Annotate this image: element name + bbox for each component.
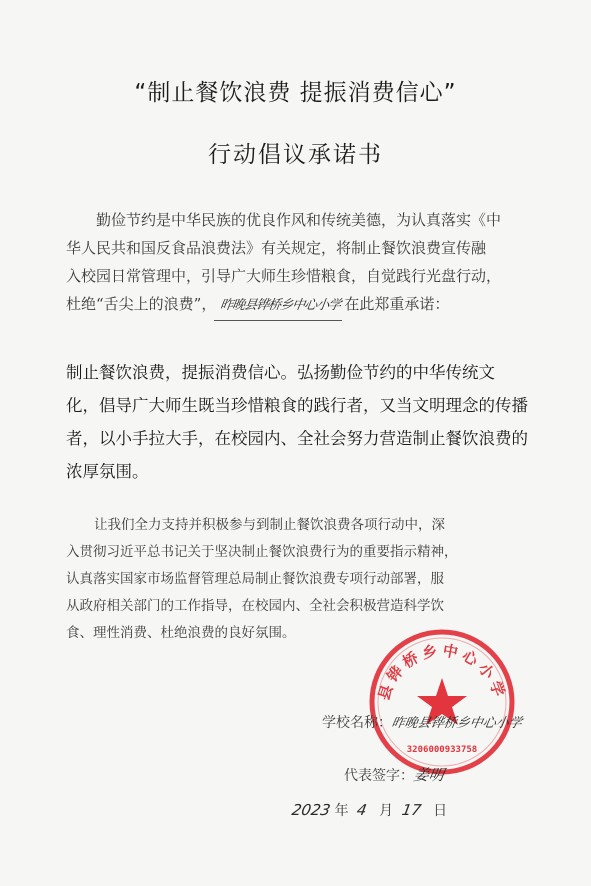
paragraph-intro-line-3: 入校园日常管理中，引导广大师生珍惜粮食，自觉践行光盘行动，: [66, 267, 502, 285]
date-year: 2023: [290, 801, 332, 819]
seal-code: 3206000933758: [406, 745, 478, 755]
paragraph-commitment-line-2: 化，倡导广大师生既当珍惜粮食的践行者，又当文明理念的传播: [66, 396, 528, 415]
official-seal: [366, 626, 518, 778]
paragraph-intro-line-2: 华人民共和国反食品浪费法》有关规定，将制止餐饮浪费宣传融: [66, 239, 487, 257]
paragraph-commitment-line-1: 制止餐饮浪费，提振消费信心。弘扬勤俭节约的中华传统文: [66, 363, 495, 382]
date-day-suffix: 日: [433, 803, 448, 819]
paragraph-call-line-3: 认真落实国家市场监督管理总局制止餐饮浪费专项行动部署，服: [66, 571, 444, 587]
date-row: [292, 800, 447, 820]
paragraph-intro-line-4-start: 杜绝“舌尖上的浪费”，: [66, 295, 217, 313]
date-month-suffix: 月: [379, 803, 394, 819]
paragraph-intro: [66, 206, 536, 321]
paragraph-intro-line-4-end: 在此郑重承诺：: [344, 295, 450, 313]
paragraph-commitment: [66, 356, 536, 488]
school-name-row: [322, 712, 522, 732]
paragraph-call-line-1: 让我们全力支持并积极参与到制止餐饮浪费各项行动中，深: [94, 517, 445, 533]
representative-label: 代表签字：: [344, 768, 414, 784]
representative-row: [344, 764, 444, 785]
title-line-2: 行动倡议承诺书: [208, 142, 383, 168]
paragraph-commitment-line-4: 浓厚氛围。: [66, 462, 149, 481]
paragraph-call-line-5: 食、理性消费、杜绝浪费的良好氛围。: [66, 625, 296, 641]
title-line-1: “制止餐饮浪费 提振消费信心”: [134, 80, 457, 106]
paragraph-intro-line-4: [66, 290, 536, 321]
seal-arc-text: 县铧桥乡中心小学: [374, 641, 510, 703]
handwritten-school-name-inline: 昨晚县铧桥乡中心小学: [214, 292, 346, 321]
date-month: 4: [355, 801, 369, 819]
school-name-label: 学校名称：: [322, 715, 392, 731]
paragraph-call-line-4: 从政府相关部门的工作指导，在校园内、全社会积极营造科学饮: [66, 598, 444, 614]
paragraph-intro-line-1: 勤俭节约是中华民族的优良作风和传统美德，为认真落实《中: [96, 211, 502, 229]
representative-signature: 姜明: [412, 766, 446, 784]
date-year-suffix: 年: [334, 803, 349, 819]
date-day: 17: [399, 801, 423, 819]
school-name-handwritten: 昨晚县铧桥乡中心小学: [390, 716, 523, 731]
official-seal-graphic: [366, 626, 518, 778]
paragraph-commitment-line-3: 者，以小手拉大手，在校园内、全社会努力营造制止餐饮浪费的: [66, 429, 528, 448]
paragraph-call-line-2: 入贯彻习近平总书记关于坚决制止餐饮浪费行为的重要指示精神，: [66, 544, 458, 560]
